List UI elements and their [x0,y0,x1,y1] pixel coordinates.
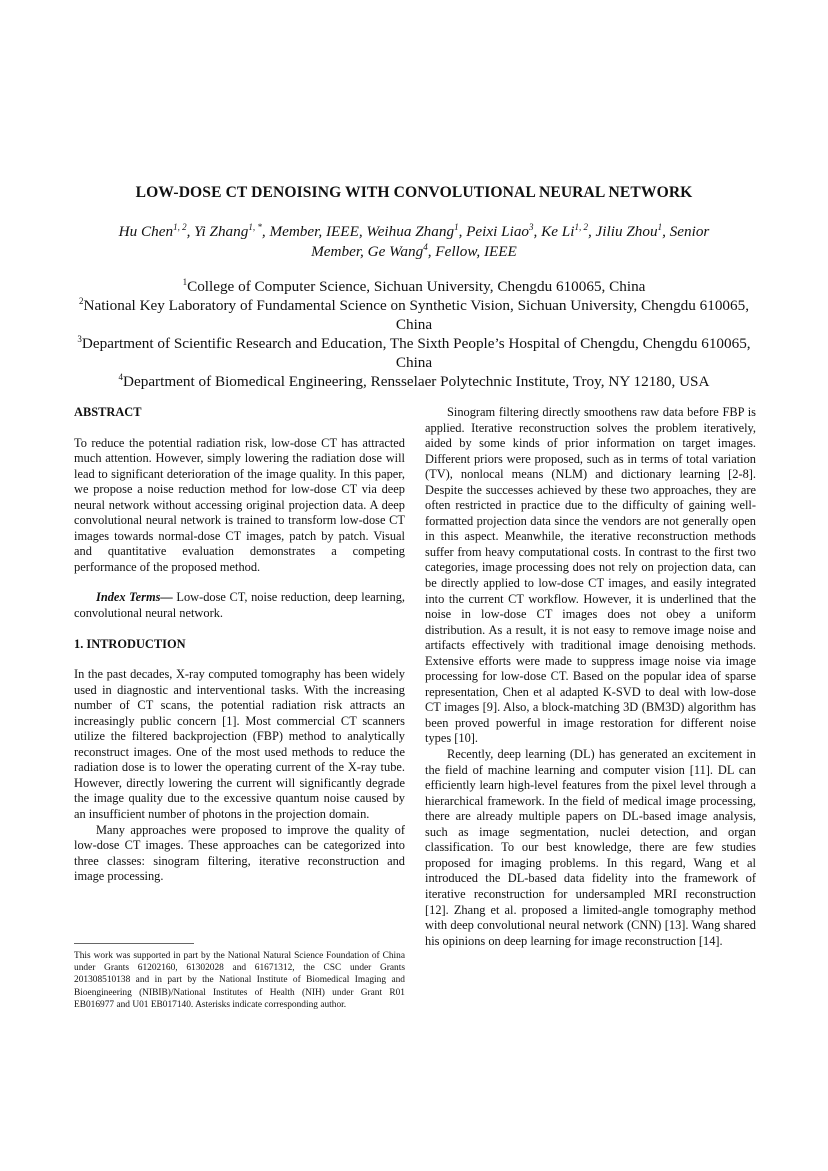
footnote-rule [74,943,194,944]
right-column [425,405,756,949]
index-terms: Index Terms— Low-dose CT, noise reduction, deep learning, convolutional neural network. [74,590,405,621]
affiliation-3: $^3$Department of Scientific Research and Education, The Sixth People’s Hospital of Chengdu, Chengdu 610065, China [77,333,751,371]
intro-paragraph-1: In the past decades, X-ray computed tomography has been widely used in diagnostic and interventional tasks. With the increasing number of CT scans, the potential radiation risk attracts an increasingly public concern [1]. Most commercial CT scanners utilize the filtered backprojection (FBP) method to analytically reconstruct images. One of the most used methods to reduce the radiation dose is to lower the operating current of the X-ray tube. However, directly lowering the current will significantly degrade the image quality due to the excessive quantum noise caused by an insufficient number of photons in the projection domain. [74,667,405,822]
affiliation-1: $^1$College of Computer Science, Sichuan University, Chengdu 610065, China [182,276,646,295]
intro-paragraph-2: Many approaches were proposed to improve the quality of low-dose CT images. These approaches can be categorized into three classes: sinogram filtering, iterative reconstruction and image processing. [74,822,405,884]
abstract-heading: ABSTRACT [74,405,142,419]
intro-paragraph-3: Sinogram filtering directly smoothens raw data before FBP is applied. Iterative reconstruction solves the problem iteratively, aided by some kinds of prior information on target images. Different priors were proposed, such as in terms of total variation (TV), nonlocal means (NLM) and dictionary learning [2-8]. Despite the successes achieved by these two approaches, they are often restricted in practice due to the difficulty of gaining well-formatted projection data since the vendors are not generally open in this aspect. Meanwhile, the iterative reconstruction methods suffer from heavy computational costs. In contrast to the first two categories, image processing does not rely on projection data, can be directly applied to low-dose CT images, and easily integrated into the current CT workflow. However, it is underlined that the noise in low-dose CT images does not obey a uniform distribution. As a result, it is not easy to remove image noise and artifacts effectively with traditional image denoising methods. Extensive efforts were made to suppress image noise via image processing for low-dose CT. Based on the popular idea of sparse representation, Chen et al adapted K-SVD to deal with low-dose CT images [9]. Also, a block-matching 3D (BM3D) algorithm has been proved powerful in image restoration for different noise types [10]. [425,405,756,746]
left-column [74,405,405,885]
author-list: Hu Chen$^{1, 2}$, Yi Zhang$^{1, *}$, Member, IEEE, Weihua Zhang$^1$, Peixi Liao$^3$, Ke Li$^{1, 2}$, Jiliu Zhou$^1$, Senior Member, Ge Wang$^4$, Fellow, IEEE [118,221,710,260]
funding-footnote: This work was supported in part by the National Natural Science Foundation of China under Grants 61202160, 61302028 and 61671312, the CSC under Grants 201308510138 and in part by the National Institute of Biomedical Imaging and Bioengineering (NIBIB)/National Institutes of Health (NIH) under Grant R01 EB016977 and U01 EB017140. Asterisks indicate corresponding author. [74,951,405,1010]
introduction-heading: 1. INTRODUCTION [74,636,186,651]
affiliation-list [60,277,768,391]
abstract-text: To reduce the potential radiation risk, low-dose CT has attracted much attention. However, simply lowering the radiation dose will lead to significant deterioration of the image quality. In this paper, we propose a noise reduction method for low-dose CT via deep neural network without accessing original projection data. A deep convolutional neural network is trained to transform low-dose CT images towards normal-dose CT images, patch by patch. Visual and quantitative evaluation demonstrates a competing performance of the proposed method. [74,435,405,574]
paper-title: LOW-DOSE CT DENOISING WITH CONVOLUTIONAL NEURAL NETWORK [135,184,693,201]
intro-paragraph-4: Recently, deep learning (DL) has generated an excitement in the field of machine learning and computer vision [11]. DL can efficiently learn high-level features from the pixel level through a hierarchical framework. In the field of medical image processing, there are already multiple papers on DL-based image analysis, such as image segmentation, nuclei detection, and organ classification. To our best knowledge, there are few studies proposed for imaging problems. In this regard, Wang et al introduced the DL-based data fidelity into the framework of iterative reconstruction for undersampled MRI reconstruction [12]. Zhang et al. proposed a limited-angle tomography method with deep convolutional neural network (CNN) [13]. Wang shared his opinions on deep learning for image reconstruction [14]. [425,747,756,948]
affiliation-4: $^4$Department of Biomedical Engineering, Rensselaer Polytechnic Institute, Troy, NY 12180, USA [118,371,710,390]
affiliation-2: $^2$National Key Laboratory of Fundamental Science on Synthetic Vision, Sichuan University, Chengdu 610065, China [78,295,750,333]
